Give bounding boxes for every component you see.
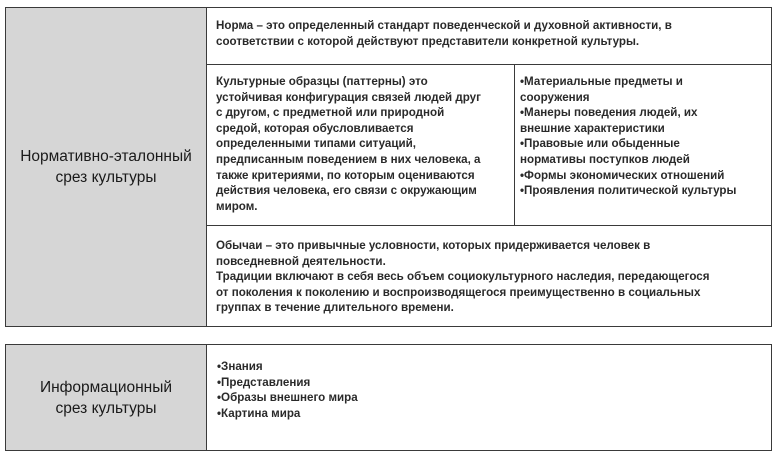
informational-item: •Картина мира bbox=[217, 406, 301, 420]
patterns-text-line: Культурные образцы (паттерны) это bbox=[216, 75, 428, 88]
normative-title-line: Нормативно-эталонный bbox=[20, 148, 192, 165]
normative-title bbox=[20, 146, 192, 188]
pattern-example-item: •Манеры поведения людей, их bbox=[520, 106, 698, 120]
customs-text-line: группах в течение длительного времени. bbox=[216, 301, 454, 315]
customs-text-line: от поколения к поколению и воспроизводящегося преимущественно в социальных bbox=[216, 285, 701, 299]
informational-title-line: срез культуры bbox=[55, 399, 157, 417]
pattern-example-item: •Правовые или обыденные bbox=[520, 137, 680, 151]
patterns-definition-cell bbox=[206, 64, 515, 226]
informational-label-cell bbox=[5, 344, 207, 451]
informational-items-cell bbox=[206, 344, 772, 451]
pattern-examples-cell bbox=[514, 64, 772, 226]
customs-text-line: повседневной деятельности. bbox=[216, 254, 386, 268]
patterns-text-line: средой, которая обусловливается bbox=[216, 121, 414, 135]
patterns-text-line: определенными типами ситуаций, bbox=[216, 137, 416, 151]
informational-title-line: Информационный bbox=[39, 378, 173, 396]
norm-text-line: соответствии с которой действуют представители конкретной культуры. bbox=[216, 34, 640, 48]
pattern-example-item: внешние характеристики bbox=[520, 121, 665, 135]
pattern-example-item: •Проявления политической культуры bbox=[520, 184, 737, 198]
informational-item: •Образы внешнего мира bbox=[217, 391, 358, 405]
patterns-text-line: миром. bbox=[216, 199, 258, 213]
normative-title-line: срез культуры bbox=[55, 169, 157, 186]
customs-text-line: Обычаи – это привычные условности, которых придерживается человек в bbox=[216, 239, 651, 252]
pattern-example-item: •Материальные предметы и bbox=[520, 75, 683, 88]
patterns-text-line: также критериями, по которым оцениваются bbox=[216, 168, 475, 182]
informational-item: •Представления bbox=[217, 375, 311, 389]
patterns-text-line: устойчивая конфигурация связей людей друг bbox=[216, 90, 481, 104]
normative-label-cell bbox=[5, 7, 207, 327]
pattern-example-item: •Формы экономических отношений bbox=[520, 168, 725, 182]
informational-item: •Знания bbox=[217, 360, 263, 373]
patterns-text-line: действия человека, его связи с окружающим bbox=[216, 184, 477, 198]
informational-title bbox=[40, 377, 172, 419]
norm-definition-cell bbox=[206, 7, 772, 65]
norm-text-line: Норма – это определенный стандарт поведенческой и духовной активности, в bbox=[216, 19, 672, 32]
patterns-text-line: предписанным поведением в них человека, а bbox=[216, 152, 481, 166]
customs-text-line: Традиции включают в себя весь объем социокультурного наследия, передающегося bbox=[216, 270, 710, 284]
customs-traditions-cell bbox=[206, 225, 772, 327]
patterns-text-line: с другом, с предметной или природной bbox=[216, 106, 445, 120]
pattern-example-item: нормативы поступков людей bbox=[520, 152, 690, 166]
pattern-example-item: сооружения bbox=[520, 90, 590, 104]
